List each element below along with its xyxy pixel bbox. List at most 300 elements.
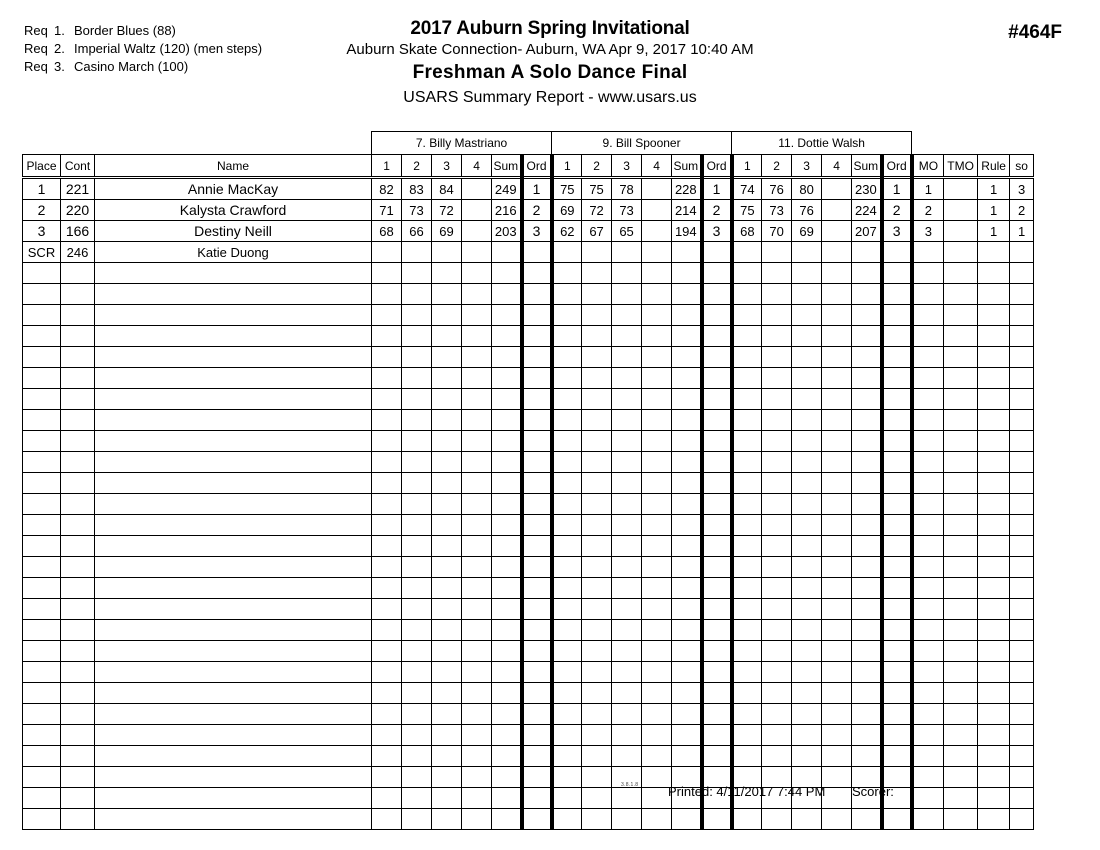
- cell-judge-2-score-3: [612, 452, 642, 473]
- cell-judge-2-sum: [672, 326, 702, 347]
- cell-judge-2-score-1: [552, 620, 582, 641]
- cell-judge-1-score-1: [372, 683, 402, 704]
- cell-tmo: [944, 494, 978, 515]
- cell-judge-3-score-4: [822, 809, 852, 830]
- cell-judge-1-sum: [492, 599, 522, 620]
- cell-rule: [978, 683, 1010, 704]
- cell-judge-2-score-2: [582, 662, 612, 683]
- cell-tmo: [944, 305, 978, 326]
- column-header-rule: Rule: [978, 155, 1010, 178]
- cell-contestant-number: [61, 641, 95, 662]
- cell-judge-1-ordinal: [522, 305, 552, 326]
- cell-tmo: [944, 515, 978, 536]
- cell-judge-2-ordinal: [702, 431, 732, 452]
- cell-judge-3-ordinal: [882, 746, 912, 767]
- cell-judge-3-score-3: [792, 746, 822, 767]
- cell-judge-1-sum: [492, 536, 522, 557]
- cell-place: [23, 263, 61, 284]
- cell-judge-2-sum: [672, 305, 702, 326]
- cell-so: [1010, 452, 1034, 473]
- cell-judge-1-score-4: [462, 746, 492, 767]
- cell-mo: [912, 683, 944, 704]
- cell-judge-2-sum: 214: [672, 200, 702, 221]
- cell-judge-1-ordinal: [522, 683, 552, 704]
- cell-judge-3-ordinal: [882, 347, 912, 368]
- cell-judge-2-sum: [672, 284, 702, 305]
- cell-so: [1010, 704, 1034, 725]
- cell-judge-3-ordinal: [882, 431, 912, 452]
- cell-judge-2-score-4: [642, 221, 672, 242]
- cell-judge-2-score-3: [612, 809, 642, 830]
- cell-mo: [912, 389, 944, 410]
- cell-place: [23, 410, 61, 431]
- cell-place: [23, 452, 61, 473]
- cell-tmo: [944, 200, 978, 221]
- cell-tmo: [944, 242, 978, 263]
- cell-judge-2-score-1: [552, 263, 582, 284]
- requirement-text: Casino March (100): [74, 59, 189, 74]
- cell-skater-name: [95, 662, 372, 683]
- cell-judge-1-score-2: [402, 263, 432, 284]
- cell-judge-2-score-2: [582, 368, 612, 389]
- cell-judge-3-score-2: [762, 557, 792, 578]
- cell-judge-2-score-3: [612, 557, 642, 578]
- table-row: [23, 809, 1034, 830]
- cell-judge-3-sum: [852, 347, 882, 368]
- cell-judge-1-score-4: [462, 410, 492, 431]
- cell-judge-3-score-1: [732, 431, 762, 452]
- cell-judge-3-score-4: [822, 368, 852, 389]
- cell-judge-2-score-1: [552, 641, 582, 662]
- cell-contestant-number: [61, 452, 95, 473]
- cell-judge-2-score-1: [552, 536, 582, 557]
- cell-judge-3-score-2: [762, 368, 792, 389]
- column-header-place: Place: [23, 155, 61, 178]
- cell-judge-1-score-1: 82: [372, 178, 402, 200]
- cell-judge-2-score-4: [642, 389, 672, 410]
- cell-judge-2-sum: [672, 599, 702, 620]
- cell-contestant-number: [61, 431, 95, 452]
- cell-judge-3-score-2: [762, 410, 792, 431]
- cell-judge-1-score-1: [372, 725, 402, 746]
- cell-judge-2-score-3: [612, 305, 642, 326]
- cell-judge-2-score-3: [612, 473, 642, 494]
- cell-judge-3-score-3: [792, 620, 822, 641]
- cell-skater-name: [95, 746, 372, 767]
- cell-place: [23, 326, 61, 347]
- cell-judge-2-score-2: [582, 809, 612, 830]
- cell-contestant-number: [61, 473, 95, 494]
- cell-so: 3: [1010, 178, 1034, 200]
- cell-judge-2-score-2: 75: [582, 178, 612, 200]
- cell-contestant-number: [61, 536, 95, 557]
- cell-judge-1-score-1: [372, 557, 402, 578]
- cell-judge-3-ordinal: [882, 305, 912, 326]
- cell-so: [1010, 557, 1034, 578]
- cell-rule: [978, 473, 1010, 494]
- cell-judge-3-score-4: [822, 662, 852, 683]
- table-row: [23, 704, 1034, 725]
- table-row: [23, 641, 1034, 662]
- cell-judge-3-score-4: [822, 536, 852, 557]
- cell-judge-2-sum: [672, 368, 702, 389]
- cell-rule: [978, 305, 1010, 326]
- cell-judge-2-score-1: [552, 326, 582, 347]
- cell-judge-3-ordinal: 1: [882, 178, 912, 200]
- cell-judge-2-score-4: [642, 368, 672, 389]
- cell-judge-2-score-1: 62: [552, 221, 582, 242]
- cell-judge-2-ordinal: [702, 641, 732, 662]
- cell-tmo: [944, 473, 978, 494]
- cell-judge-1-sum: 216: [492, 200, 522, 221]
- cell-judge-3-score-1: [732, 368, 762, 389]
- cell-judge-1-sum: [492, 410, 522, 431]
- cell-judge-1-score-2: [402, 326, 432, 347]
- cell-rule: [978, 431, 1010, 452]
- cell-judge-1-ordinal: [522, 515, 552, 536]
- cell-place: [23, 473, 61, 494]
- cell-judge-2-score-4: [642, 704, 672, 725]
- cell-judge-3-ordinal: [882, 284, 912, 305]
- cell-judge-1-sum: [492, 557, 522, 578]
- cell-judge-2-score-2: [582, 683, 612, 704]
- cell-skater-name: [95, 599, 372, 620]
- cell-judge-2-score-2: [582, 494, 612, 515]
- cell-judge-3-sum: [852, 683, 882, 704]
- cell-judge-2-score-4: [642, 452, 672, 473]
- cell-judge-1-sum: [492, 578, 522, 599]
- cell-judge-3-ordinal: [882, 557, 912, 578]
- cell-judge-1-sum: [492, 326, 522, 347]
- cell-judge-2-score-3: [612, 410, 642, 431]
- cell-skater-name: Destiny Neill: [95, 221, 372, 242]
- cell-judge-3-score-1: [732, 641, 762, 662]
- cell-skater-name: [95, 725, 372, 746]
- cell-judge-1-sum: [492, 662, 522, 683]
- cell-judge-1-sum: [492, 389, 522, 410]
- cell-judge-1-score-3: [432, 620, 462, 641]
- cell-rule: [978, 557, 1010, 578]
- cell-contestant-number: [61, 746, 95, 767]
- cell-judge-1-sum: [492, 284, 522, 305]
- cell-judge-3-score-4: [822, 599, 852, 620]
- cell-place: [23, 662, 61, 683]
- cell-judge-1-score-4: [462, 473, 492, 494]
- cell-judge-3-sum: [852, 578, 882, 599]
- requirement-line: [24, 40, 262, 58]
- cell-tmo: [944, 578, 978, 599]
- cell-judge-2-ordinal: [702, 242, 732, 263]
- cell-contestant-number: [61, 578, 95, 599]
- cell-judge-1-ordinal: 3: [522, 221, 552, 242]
- cell-mo: [912, 431, 944, 452]
- report-footer: [0, 781, 1100, 811]
- judge-2-column-header-ord: Ord: [702, 155, 732, 178]
- cell-judge-2-score-2: [582, 242, 612, 263]
- cell-judge-2-score-4: [642, 662, 672, 683]
- cell-judge-1-score-3: [432, 578, 462, 599]
- cell-judge-2-score-3: 78: [612, 178, 642, 200]
- table-row: [23, 305, 1034, 326]
- cell-judge-1-sum: [492, 242, 522, 263]
- cell-judge-2-score-2: [582, 746, 612, 767]
- cell-judge-2-sum: [672, 389, 702, 410]
- cell-judge-3-ordinal: [882, 410, 912, 431]
- cell-judge-1-score-4: [462, 347, 492, 368]
- cell-judge-1-score-1: [372, 347, 402, 368]
- cell-contestant-number: [61, 263, 95, 284]
- cell-judge-1-score-4: [462, 389, 492, 410]
- cell-place: [23, 431, 61, 452]
- cell-judge-3-sum: [852, 620, 882, 641]
- judge-number: 9.: [602, 136, 616, 150]
- printed-timestamp: Printed: 4/11/2017 7:44 PM: [668, 784, 826, 799]
- cell-judge-2-score-2: [582, 326, 612, 347]
- cell-judge-1-ordinal: [522, 263, 552, 284]
- cell-contestant-number: [61, 347, 95, 368]
- cell-judge-2-score-4: [642, 809, 672, 830]
- cell-judge-2-score-2: [582, 641, 612, 662]
- cell-judge-1-score-1: [372, 704, 402, 725]
- cell-place: [23, 557, 61, 578]
- cell-so: [1010, 473, 1034, 494]
- cell-so: [1010, 347, 1034, 368]
- cell-judge-1-sum: [492, 515, 522, 536]
- cell-judge-1-score-2: [402, 620, 432, 641]
- cell-judge-3-score-4: [822, 725, 852, 746]
- cell-place: [23, 704, 61, 725]
- cell-mo: [912, 242, 944, 263]
- cell-judge-3-ordinal: [882, 242, 912, 263]
- cell-judge-1-score-3: [432, 746, 462, 767]
- cell-judge-3-score-1: [732, 347, 762, 368]
- cell-judge-1-score-3: [432, 515, 462, 536]
- cell-judge-2-sum: [672, 347, 702, 368]
- cell-judge-1-score-1: [372, 536, 402, 557]
- judge-2-column-header-1: 1: [552, 155, 582, 178]
- judge-banner-tail-spacer: [912, 132, 1034, 155]
- cell-judge-3-score-3: [792, 515, 822, 536]
- cell-judge-3-score-3: [792, 473, 822, 494]
- cell-tmo: [944, 620, 978, 641]
- cell-judge-3-score-3: [792, 725, 822, 746]
- cell-judge-2-score-4: [642, 410, 672, 431]
- cell-judge-2-score-2: [582, 578, 612, 599]
- cell-judge-1-score-2: [402, 305, 432, 326]
- cell-judge-1-score-1: [372, 368, 402, 389]
- cell-judge-3-score-3: [792, 242, 822, 263]
- cell-judge-1-score-2: [402, 725, 432, 746]
- cell-judge-2-score-4: [642, 557, 672, 578]
- cell-judge-2-score-1: [552, 662, 582, 683]
- cell-judge-3-score-3: [792, 662, 822, 683]
- cell-mo: [912, 284, 944, 305]
- cell-contestant-number: [61, 494, 95, 515]
- cell-judge-2-score-1: 69: [552, 200, 582, 221]
- cell-judge-2-score-4: [642, 494, 672, 515]
- cell-judge-3-score-2: [762, 284, 792, 305]
- cell-judge-1-score-1: [372, 641, 402, 662]
- cell-judge-1-score-3: [432, 557, 462, 578]
- cell-judge-3-score-1: [732, 452, 762, 473]
- cell-mo: [912, 368, 944, 389]
- cell-judge-1-sum: [492, 725, 522, 746]
- cell-judge-3-score-2: [762, 326, 792, 347]
- cell-judge-3-score-1: [732, 263, 762, 284]
- cell-judge-2-ordinal: [702, 305, 732, 326]
- cell-judge-3-score-4: [822, 389, 852, 410]
- cell-judge-1-score-2: [402, 431, 432, 452]
- table-row: [23, 242, 1034, 263]
- cell-judge-3-score-3: [792, 305, 822, 326]
- cell-place: 1: [23, 178, 61, 200]
- cell-judge-3-score-3: [792, 347, 822, 368]
- cell-rule: [978, 368, 1010, 389]
- cell-judge-2-score-3: [612, 242, 642, 263]
- cell-judge-2-score-2: [582, 410, 612, 431]
- cell-judge-1-ordinal: [522, 431, 552, 452]
- cell-judge-2-score-1: [552, 389, 582, 410]
- cell-skater-name: [95, 578, 372, 599]
- report-label: USARS Summary Report - www.usars.us: [403, 89, 697, 106]
- cell-judge-1-sum: [492, 641, 522, 662]
- cell-skater-name: [95, 431, 372, 452]
- cell-judge-2-score-4: [642, 326, 672, 347]
- cell-judge-3-score-2: [762, 242, 792, 263]
- cell-judge-1-score-3: [432, 263, 462, 284]
- cell-judge-2-score-4: [642, 242, 672, 263]
- cell-judge-2-score-1: [552, 242, 582, 263]
- cell-judge-2-score-4: [642, 536, 672, 557]
- cell-rule: [978, 284, 1010, 305]
- cell-judge-3-ordinal: [882, 704, 912, 725]
- cell-judge-1-sum: 249: [492, 178, 522, 200]
- cell-judge-3-score-4: [822, 178, 852, 200]
- judge-header-2: [552, 132, 732, 155]
- cell-judge-1-score-4: [462, 431, 492, 452]
- cell-so: [1010, 746, 1034, 767]
- judge-banner-row: [23, 132, 1034, 155]
- cell-judge-3-score-2: [762, 389, 792, 410]
- cell-tmo: [944, 389, 978, 410]
- cell-judge-1-score-1: [372, 389, 402, 410]
- cell-judge-1-score-3: [432, 284, 462, 305]
- table-row: [23, 431, 1034, 452]
- cell-judge-3-sum: 224: [852, 200, 882, 221]
- table-row: [23, 494, 1034, 515]
- cell-judge-3-score-2: [762, 620, 792, 641]
- cell-mo: [912, 263, 944, 284]
- cell-judge-1-score-2: [402, 347, 432, 368]
- cell-tmo: [944, 557, 978, 578]
- cell-so: [1010, 599, 1034, 620]
- cell-judge-1-score-3: [432, 683, 462, 704]
- cell-contestant-number: [61, 284, 95, 305]
- cell-judge-1-score-3: [432, 305, 462, 326]
- cell-mo: [912, 662, 944, 683]
- requirement-text: Border Blues (88): [74, 23, 176, 38]
- cell-skater-name: [95, 368, 372, 389]
- cell-contestant-number: [61, 704, 95, 725]
- cell-judge-3-sum: [852, 305, 882, 326]
- cell-skater-name: [95, 347, 372, 368]
- cell-judge-3-sum: [852, 662, 882, 683]
- requirement-tag: Req: [24, 23, 48, 38]
- cell-judge-1-score-1: [372, 410, 402, 431]
- cell-judge-3-ordinal: [882, 578, 912, 599]
- cell-judge-1-sum: [492, 368, 522, 389]
- cell-place: 3: [23, 221, 61, 242]
- cell-judge-1-score-3: [432, 242, 462, 263]
- table-row: [23, 473, 1034, 494]
- cell-judge-2-ordinal: [702, 284, 732, 305]
- cell-mo: 3: [912, 221, 944, 242]
- cell-judge-3-score-4: [822, 263, 852, 284]
- cell-mo: [912, 473, 944, 494]
- cell-judge-3-score-1: [732, 578, 762, 599]
- event-number: #464F: [1008, 22, 1062, 43]
- cell-judge-1-score-4: [462, 620, 492, 641]
- cell-judge-3-score-2: [762, 809, 792, 830]
- cell-judge-2-ordinal: [702, 263, 732, 284]
- cell-mo: [912, 557, 944, 578]
- cell-place: [23, 347, 61, 368]
- cell-judge-1-ordinal: [522, 557, 552, 578]
- cell-judge-3-ordinal: [882, 641, 912, 662]
- cell-so: [1010, 683, 1034, 704]
- cell-mo: [912, 452, 944, 473]
- cell-judge-1-score-2: 73: [402, 200, 432, 221]
- cell-tmo: [944, 178, 978, 200]
- cell-judge-2-score-4: [642, 431, 672, 452]
- cell-judge-2-ordinal: [702, 746, 732, 767]
- cell-judge-1-score-1: [372, 620, 402, 641]
- cell-judge-3-sum: [852, 515, 882, 536]
- cell-judge-2-sum: 228: [672, 178, 702, 200]
- cell-judge-2-score-3: [612, 620, 642, 641]
- cell-skater-name: [95, 494, 372, 515]
- cell-judge-1-score-4: [462, 326, 492, 347]
- cell-place: [23, 284, 61, 305]
- cell-judge-3-score-3: [792, 704, 822, 725]
- cell-judge-3-score-1: [732, 704, 762, 725]
- cell-judge-3-ordinal: [882, 452, 912, 473]
- cell-place: [23, 809, 61, 830]
- cell-judge-3-score-1: 75: [732, 200, 762, 221]
- table-row: [23, 263, 1034, 284]
- cell-judge-3-sum: [852, 557, 882, 578]
- cell-judge-2-score-4: [642, 515, 672, 536]
- cell-judge-3-sum: [852, 641, 882, 662]
- table-row: [23, 725, 1034, 746]
- cell-judge-1-score-1: [372, 473, 402, 494]
- cell-judge-3-score-1: [732, 389, 762, 410]
- cell-judge-2-score-3: [612, 683, 642, 704]
- cell-judge-3-score-2: [762, 263, 792, 284]
- cell-judge-2-sum: [672, 725, 702, 746]
- table-row: [23, 557, 1034, 578]
- cell-judge-2-ordinal: 2: [702, 200, 732, 221]
- cell-judge-1-sum: [492, 347, 522, 368]
- cell-judge-1-ordinal: [522, 326, 552, 347]
- cell-judge-1-ordinal: [522, 746, 552, 767]
- cell-tmo: [944, 662, 978, 683]
- cell-judge-1-score-2: [402, 368, 432, 389]
- cell-skater-name: [95, 452, 372, 473]
- cell-judge-2-sum: [672, 452, 702, 473]
- cell-judge-2-score-3: [612, 431, 642, 452]
- cell-contestant-number: [61, 620, 95, 641]
